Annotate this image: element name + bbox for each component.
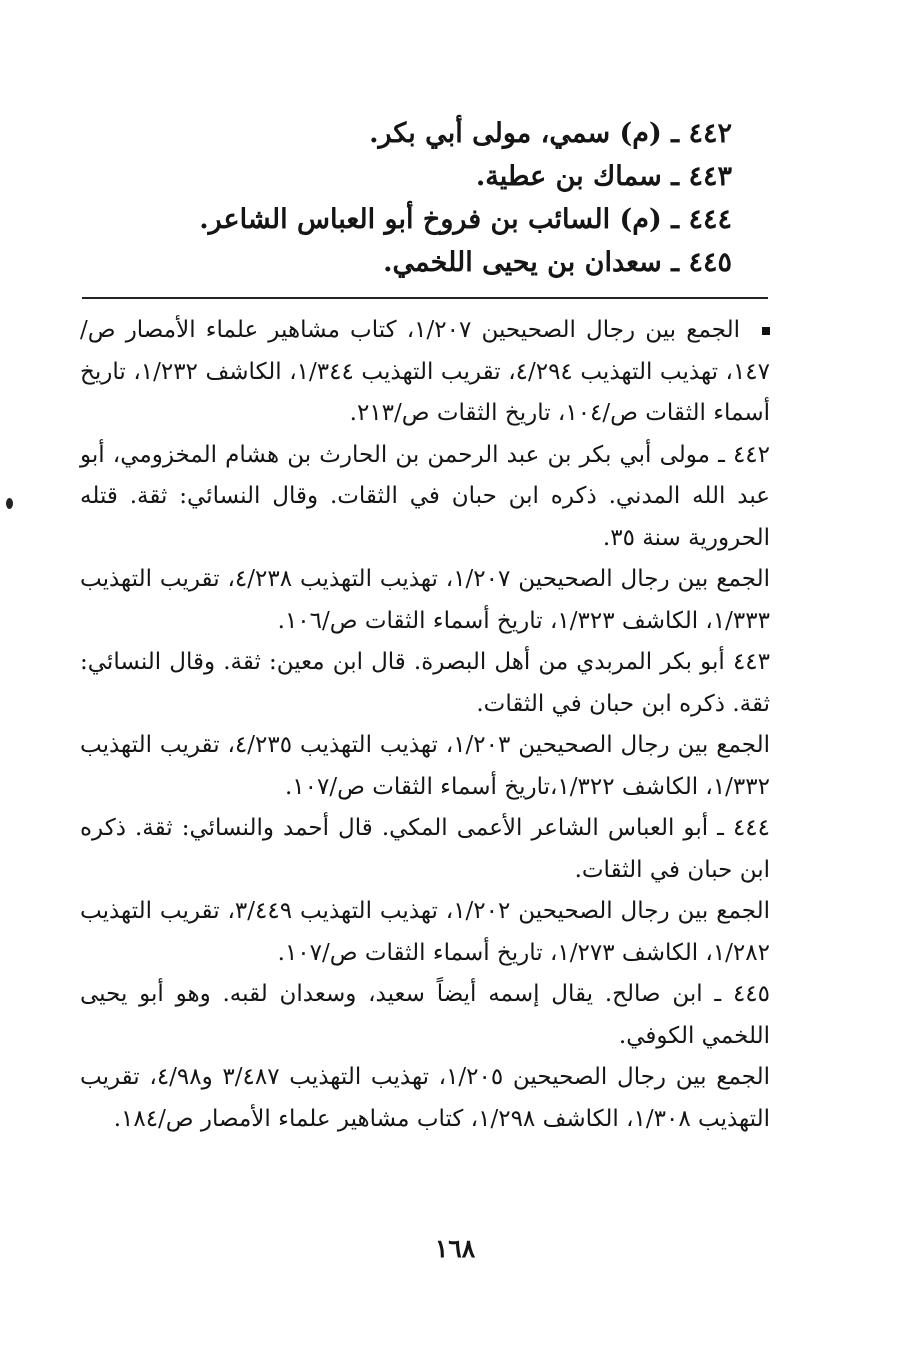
bullet-icon: [762, 327, 770, 335]
footnote-bio-445: ٤٤٥ ـ ابن صالح. يقال إسمه أيضاً سعيد، وسعدان لقبه. وهو أبو يحيى اللخمي الكوفي.: [80, 981, 770, 1049]
heading-443: ٤٤٣ ـ سماك بن عطية.: [475, 161, 732, 192]
footnote-sources-445: الجمع بين رجال الصحيحين ١/٢٠٥، تهذيب التهذيب ٣/٤٨٧ و٤/٩٨، تقريب التهذيب ١/٣٠٨، الكاشف ١/٢٩٨، كتاب مشاهير علماء الأمصار ص/١٨٤.: [80, 1064, 770, 1132]
footnote-sources-441: [80, 310, 770, 435]
footnote-sources-442: الجمع بين رجال الصحيحين ١/٢٠٧، تهذيب التهذيب ٤/٢٣٨، تقريب التهذيب ١/٣٣٣، الكاشف ١/٣٢٣، تاريخ أسماء الثقات ص/١٠٦.: [80, 566, 770, 634]
footnote-sources-443: الجمع بين رجال الصحيحين ١/٢٠٣، تهذيب التهذيب ٤/٢٣٥، تقريب التهذيب ١/٣٣٢، الكاشف ١/٣٢٢،تاريخ أسماء الثقات ص/١٠٧.: [80, 732, 770, 800]
page-number: ١٦٨: [434, 1234, 476, 1263]
heading-444: ٤٤٤ ـ (م) السائب بن فروخ أبو العباس الشاعر.: [199, 204, 732, 235]
footnotes: [80, 310, 770, 1140]
heading-442: ٤٤٢ ـ (م) سمي، مولى أبي بكر.: [369, 118, 732, 149]
heading-445: ٤٤٥ ـ سعدان بن يحيى اللخمي.: [383, 247, 732, 278]
footnote-bio-444: ٤٤٤ ـ أبو العباس الشاعر الأعمى المكي. قال أحمد والنسائي: ثقة. ذكره ابن حبان في الثقات.: [80, 815, 770, 883]
footnote-bio-442: ٤٤٢ ـ مولى أبي بكر بن عبد الرحمن بن الحارث بن هشام المخزومي، أبو عبد الله المدني. ذكره ابن حبان في الثقات. وقال النسائي: ثقة. قتله الحرورية سنة ٣٥.: [80, 441, 770, 551]
footnote-sources-444: الجمع بين رجال الصحيحين ١/٢٠٢، تهذيب التهذيب ٣/٤٤٩، تقريب التهذيب ١/٢٨٢، الكاشف ١/٢٧٣، تاريخ أسماء الثقات ص/١٠٧.: [80, 898, 770, 966]
entry-headings: [172, 112, 732, 284]
footnote-divider: [82, 297, 768, 299]
scan-speck: [6, 498, 13, 509]
footnote-text: الجمع بين رجال الصحيحين ١/٢٠٧، كتاب مشاهير علماء الأمصار ص/١٤٧، تهذيب التهذيب ٤/٢٩٤، تقريب التهذيب ١/٣٤٤، الكاشف ١/٢٣٢، تاريخ أسماء الثقات ص/١٠٤، تاريخ الثقات ص/٢١٣.: [80, 317, 771, 426]
footnote-bio-443: ٤٤٣ أبو بكر المربدي من أهل البصرة. قال ابن معين: ثقة. وقال النسائي: ثقة. ذكره ابن حبان في الثقات.: [80, 649, 770, 717]
